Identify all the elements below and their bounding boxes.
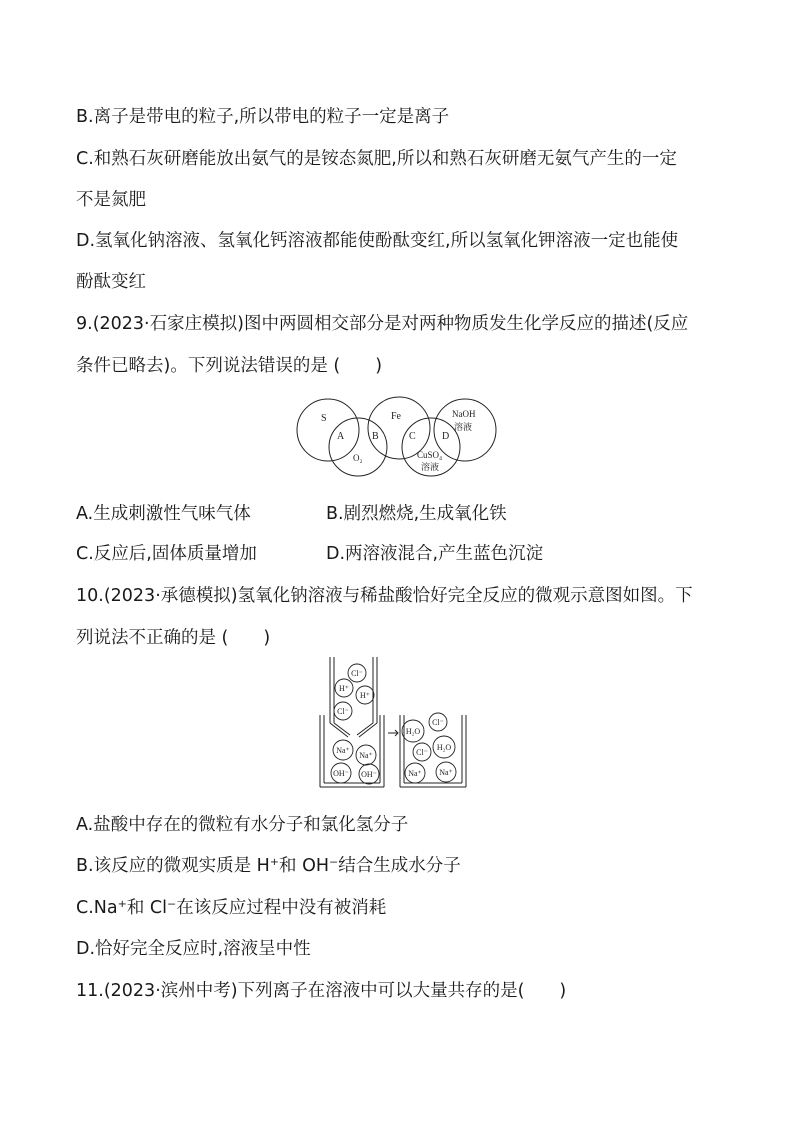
label-cuso4: CuSO₄ (417, 450, 443, 460)
q8-option-c-line2: 不是氮肥 (76, 190, 146, 210)
circle-o2 (329, 418, 387, 476)
q9-option-c: C.反应后,固体质量增加 (76, 544, 257, 564)
label-cuso4-solution: 溶液 (421, 462, 440, 472)
label-s: S (321, 413, 327, 424)
q9-stem-line2: 条件已略去)。下列说法错误的是 ( ) (76, 356, 383, 376)
ion-na-left-1-label: Na⁺ (336, 746, 350, 755)
label-fe: Fe (391, 411, 401, 422)
ion-cl-right-1-label: Cl⁻ (432, 718, 444, 727)
label-a: A (337, 431, 345, 442)
ion-cl-right-2-label: Cl⁻ (416, 748, 428, 757)
q11-stem: 11.(2023·滨州中考)下列离子在溶液中可以大量共存的是( ) (76, 981, 567, 1001)
ion-na-right-2-label: Na⁺ (439, 768, 453, 777)
ion-oh-left-1-label: OH⁻ (333, 769, 349, 778)
q8-option-d-line2: 酚酞变红 (76, 272, 146, 292)
ion-h-tube-1-label: H⁺ (339, 684, 349, 693)
label-naoh-solution: 溶液 (454, 422, 473, 432)
q10-reaction-diagram (318, 655, 478, 790)
q8-option-d-line1: D.氢氧化钠溶液、氢氧化钙溶液都能使酚酞变红,所以氢氧化钾溶液一定也能使 (76, 231, 679, 251)
q10-stem-line1: 10.(2023·承德模拟)氢氧化钠溶液与稀盐酸恰好完全反应的微观示意图如图。下 (76, 586, 693, 606)
q9-stem-line1: 9.(2023·石家庄模拟)图中两圆相交部分是对两种物质发生化学反应的描述(反应 (76, 314, 689, 334)
ion-na-right-1-label: Na⁺ (408, 769, 422, 778)
q10-option-d: D.恰好完全反应时,溶液呈中性 (76, 939, 311, 959)
q9-option-a: A.生成刺激性气味气体 (76, 504, 251, 524)
molecule-h2o-right-2-label: H₂O (436, 743, 452, 752)
q8-option-b: B.离子是带电的粒子,所以带电的粒子一定是离子 (76, 107, 450, 127)
q9-option-d: D.两溶液混合,产生蓝色沉淀 (326, 544, 544, 564)
label-c: C (409, 431, 416, 442)
label-o2: O₂ (353, 453, 363, 463)
q10-option-a: A.盐酸中存在的微粒有水分子和氯化氢分子 (76, 815, 409, 835)
ion-h-tube-2-label: H⁺ (360, 691, 370, 700)
ion-cl-tube-1-label: Cl⁻ (351, 669, 363, 678)
q9-option-b: B.剧烈燃烧,生成氧化铁 (326, 504, 507, 524)
ion-cl-tube-2-label: Cl⁻ (337, 707, 349, 716)
ion-na-left-2-label: Na⁺ (359, 751, 373, 760)
q10-option-c: C.Na⁺和 Cl⁻在该反应过程中没有被消耗 (76, 898, 387, 918)
q8-option-c-line1: C.和熟石灰研磨能放出氨气的是铵态氮肥,所以和熟石灰研磨无氨气产生的一定 (76, 149, 677, 169)
q10-option-b: B.该反应的微观实质是 H⁺和 OH⁻结合生成水分子 (76, 856, 461, 876)
molecule-h2o-right-1-label: H₂O (405, 727, 421, 736)
circle-s (297, 399, 359, 461)
ion-oh-left-2-label: OH⁻ (361, 770, 377, 779)
q9-circles-diagram (295, 390, 505, 480)
label-b: B (372, 431, 379, 442)
q10-stem-line2: 列说法不正确的是 ( ) (76, 628, 271, 648)
label-d: D (442, 431, 450, 442)
label-naoh: NaOH (452, 409, 476, 419)
